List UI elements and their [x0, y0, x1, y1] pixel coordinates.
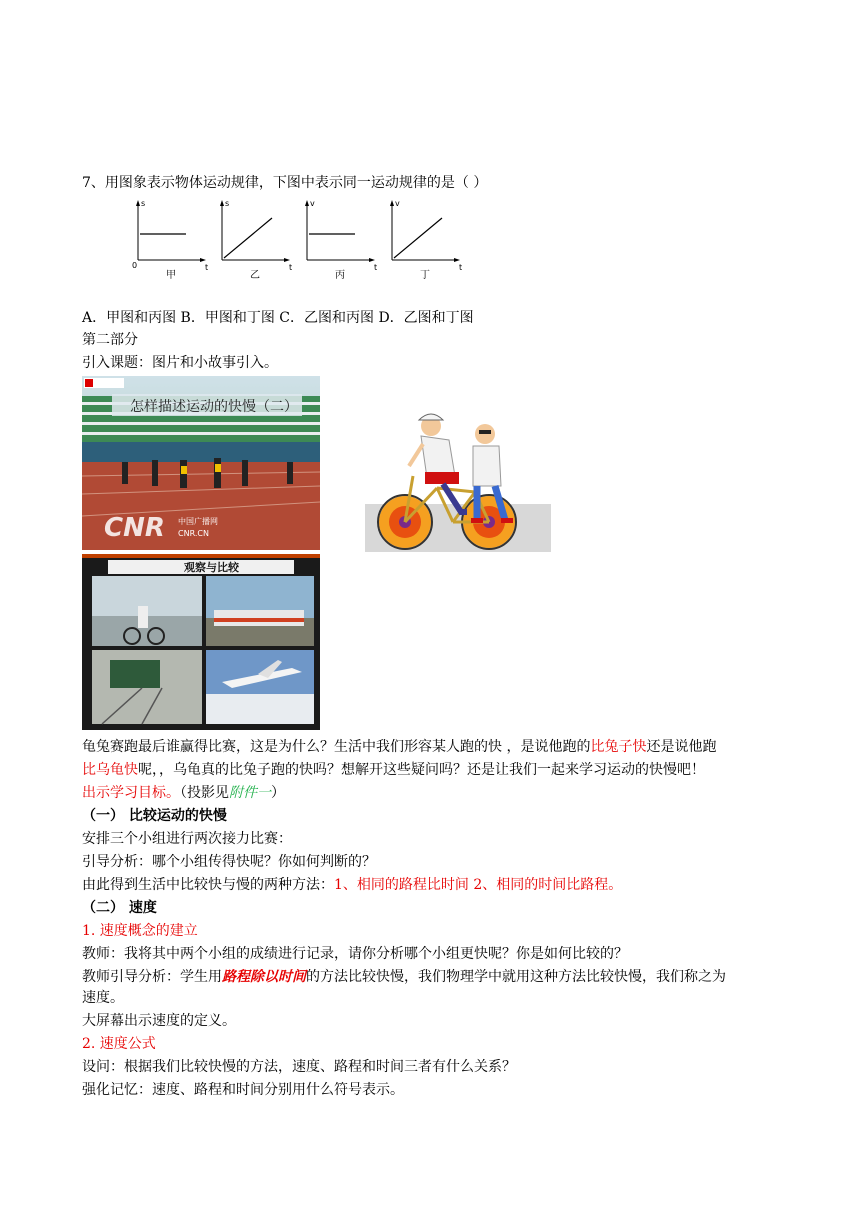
story-highlight-turtle: 比乌龟快: [82, 762, 138, 778]
question-7-options: A．甲图和丙图 B．甲图和丁图 C．乙图和丙图 D．乙图和丁图: [82, 310, 474, 326]
cnr-logo-cn: 中国广播网: [178, 517, 218, 526]
section-1-heading: （一） 比较运动的快慢: [82, 808, 227, 824]
story-highlight-rabbit: 比兔子快: [590, 739, 647, 755]
speed-formula-subheading: 2. 速度公式: [82, 1036, 156, 1052]
distance-over-time: 路程除以时间: [222, 969, 306, 985]
cnr-logo-sub: CNR.CN: [178, 529, 209, 538]
section-2-p2-cont: 速度。: [82, 990, 124, 1006]
graph-jia-xlabel: t: [205, 263, 209, 272]
graph-yi-name: 乙: [250, 270, 260, 280]
speed-concept-subheading: 1. 速度概念的建立: [82, 923, 198, 939]
part-2-intro: 引入课题：图片和小故事引入。: [82, 355, 278, 371]
observe-compare-slide: [82, 554, 320, 730]
part-2-title: 第二部分: [82, 332, 138, 348]
story-line-1: 龟兔赛跑最后谁赢得比赛，这是为什么？生活中我们形容某人跑的快 ，是说他跑的比兔子快还是说他跑: [82, 739, 717, 755]
appendix-1-link: 附件一: [229, 785, 271, 801]
section-2-p4: 设问：根据我们比较快慢的方法，速度、路程和时间三者有什么关系？: [82, 1059, 516, 1075]
section-1-p3: 由此得到生活中比较快与慢的两种方法：1、相同的路程比时间 2、相同的时间比路程。: [82, 877, 623, 893]
section-2-p5: 强化记忆：速度、路程和时间分别用什么符号表示。: [82, 1082, 404, 1098]
graph-jia-name: 甲: [166, 270, 176, 280]
graph-bing-name: 丙: [335, 270, 345, 280]
graph-bing: [297, 198, 379, 280]
cnr-logo: CNR: [104, 513, 165, 543]
graph-yi-ylabel: s: [225, 199, 230, 208]
graph-ding: [382, 198, 464, 280]
section-2-heading: （二） 速度: [82, 900, 157, 916]
graph-ding-ylabel: v: [395, 199, 400, 208]
graph-jia-origin: 0: [132, 261, 138, 270]
bicycle-illustration: [365, 400, 551, 552]
section-2-p3: 大屏幕出示速度的定义。: [82, 1013, 236, 1029]
graph-ding-xlabel: t: [459, 263, 463, 272]
graph-yi: [212, 198, 294, 280]
two-methods: 1、相同的路程比时间 2、相同的时间比路程。: [334, 877, 623, 893]
section-2-p1: 教师：我将其中两个小组的成绩进行记录，请你分析哪个小组更快呢？你是如何比较的？: [82, 946, 628, 962]
section-1-p1: 安排三个小组进行两次接力比赛：: [82, 831, 292, 847]
observe-compare-title: 观察与比较: [184, 561, 239, 574]
story-line-3: 出示学习目标。（投影见附件一）: [82, 785, 285, 801]
question-7-stem: 7、用图象表示物体运动规律，下图中表示同一运动规律的是（ ）: [82, 175, 488, 191]
story-line-2: 比乌龟快呢，，乌龟真的比兔子跑的快吗？想解开这些疑问吗？还是让我们一起来学习运动的快慢吧！: [82, 762, 705, 778]
graph-jia-ylabel: s: [141, 199, 146, 208]
graph-bing-ylabel: v: [310, 199, 315, 208]
graph-bing-xlabel: t: [374, 263, 378, 272]
show-objectives: 出示学习目标。: [82, 785, 180, 801]
race-slide-title: 怎样描述运动的快慢（二）: [130, 399, 298, 415]
graph-jia: [128, 198, 210, 280]
graph-ding-name: 丁: [420, 270, 430, 280]
section-1-p2: 引导分析：哪个小组传得快呢？你如何判断的？: [82, 854, 376, 870]
section-2-p2: 教师引导分析：学生用路程除以时间的方法比较快慢，我们物理学中就用这种方法比较快慢，我们称之为: [82, 969, 726, 985]
race-slide-image: [82, 376, 320, 550]
graph-yi-xlabel: t: [289, 263, 293, 272]
